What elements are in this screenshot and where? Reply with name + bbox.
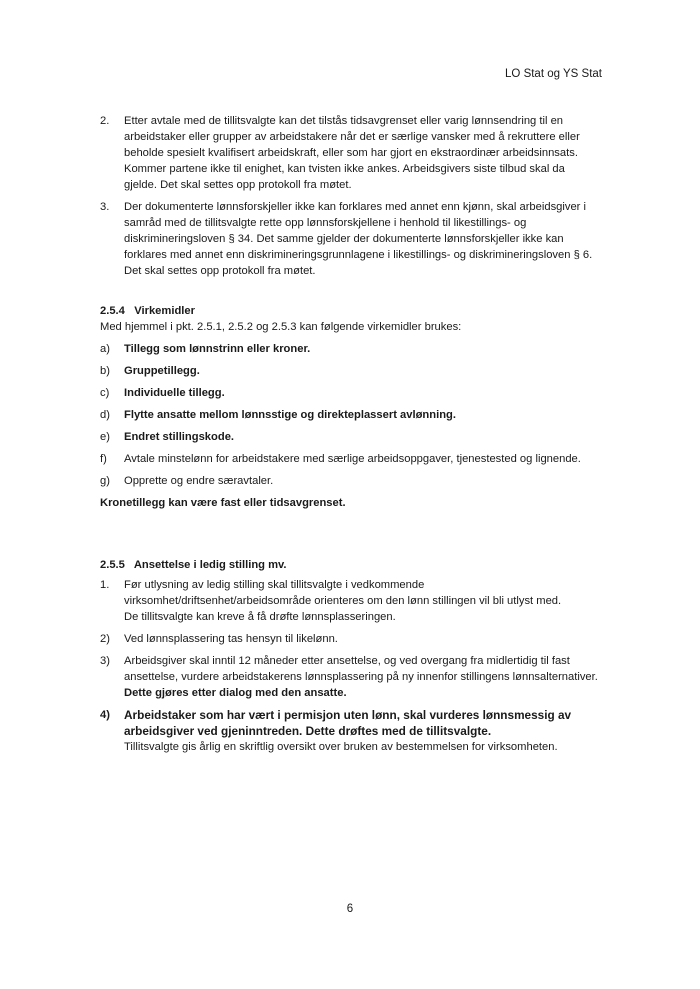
item-text: Der dokumenterte lønnsforskjeller ikke kan forklares med annet enn kjønn, skal arbeidsgiver i samråd med de tillitsvalgte rette opp lønnsforskjellene i henhold til likestillings- og diskrimineringsloven § 34. Det samme gjelder der dokumenterte lønnsforskjeller ikke kan forklares med annet enn diskrimineringsgrunnlagene i likestillings- og diskrimineringsloven § 6. Det skal settes opp protokoll fra møtet. xyxy=(124,201,593,277)
list-item xyxy=(100,451,590,467)
list-item xyxy=(100,199,600,279)
list-item xyxy=(100,653,600,701)
list-item xyxy=(100,429,590,445)
list-item xyxy=(100,707,600,755)
list-item xyxy=(100,341,590,357)
list-item xyxy=(100,385,590,401)
list-item xyxy=(100,577,600,625)
document-header: LO Stat og YS Stat xyxy=(505,68,602,80)
item-subtext: De tillitsvalgte kan kreve å få drøfte lønnsplasseringen. xyxy=(124,611,396,623)
intro-list xyxy=(100,113,600,285)
section-2-5-4 xyxy=(100,303,610,517)
item-number: 2) xyxy=(100,633,110,645)
item-text: Etter avtale med de tillitsvalgte kan det tilstås tidsavgrenset eller varig lønnsendring til en arbeidstaker eller grupper av arbeidstakere når det er særlige vansker med å rekruttere eller beholde spesielt kvalifisert arbeidskraft, eller som har gjort en ekstraordinær arbeidsinnsats. Kommer partene ikke til enighet, kan tvisten ikke ankes. Arbeidsgivers siste tilbud skal da gjelde. Det skal settes opp protokoll fra møtet. xyxy=(124,115,580,191)
section-intro: Med hjemmel i pkt. 2.5.1, 2.5.2 og 2.5.3 kan følgende virkemidler brukes: xyxy=(100,321,462,333)
item-letter: c) xyxy=(100,387,110,399)
item-text: Ved lønnsplassering tas hensyn til likelønn. xyxy=(124,633,338,645)
item-letter: b) xyxy=(100,365,110,377)
item-letter: a) xyxy=(100,343,110,355)
section-number: 2.5.5 xyxy=(100,559,125,571)
item-text-normal: Arbeidsgiver skal inntil 12 måneder etter ansettelse, og ved overgang fra midlertidig til fast ansettelse, vurdere arbeidstakerens lønnsplassering på ny innenfor stillingens lønnsalternativer. xyxy=(124,655,598,683)
section-number: 2.5.4 xyxy=(100,305,125,317)
item-subtext: Tillitsvalgte gis årlig en skriftlig oversikt over bruken av bestemmelsen for virksomheten. xyxy=(124,741,558,753)
section-title: Virkemidler xyxy=(134,305,195,317)
list-item xyxy=(100,113,600,193)
section-heading xyxy=(100,303,610,319)
page-number: 6 xyxy=(346,903,354,915)
item-letter: e) xyxy=(100,431,110,443)
item-number: 2. xyxy=(100,115,110,127)
item-letter: g) xyxy=(100,475,110,487)
item-text: Opprette og endre særavtaler. xyxy=(124,475,274,487)
item-text: Flytte ansatte mellom lønnsstige og direkteplassert avlønning. xyxy=(124,409,456,421)
section-note: Kronetillegg kan være fast eller tidsavgrenset. xyxy=(100,497,346,509)
item-number: 4) xyxy=(100,709,110,721)
list-item xyxy=(100,631,600,647)
item-text: Før utlysning av ledig stilling skal tillitsvalgte i vedkommende virksomhet/driftsenhet/arbeidsområde orienteres om den lønn stillingen vil bli utlyst med. xyxy=(124,579,562,607)
item-text: Avtale minstelønn for arbeidstakere med særlige arbeidsoppgaver, tjenestested og lignende. xyxy=(124,453,581,465)
item-text: Individuelle tillegg. xyxy=(124,387,225,399)
section-2-5-5 xyxy=(100,557,610,761)
item-letter: d) xyxy=(100,409,110,421)
list-item xyxy=(100,473,590,489)
item-text: Tillegg som lønnstrinn eller kroner. xyxy=(124,343,311,355)
section-title: Ansettelse i ledig stilling mv. xyxy=(133,559,287,571)
item-text: Endret stillingskode. xyxy=(124,431,235,443)
item-text-bold: Dette gjøres etter dialog med den ansatte. xyxy=(124,687,347,699)
item-text: Gruppetillegg. xyxy=(124,365,200,377)
list-item xyxy=(100,407,590,423)
list-item xyxy=(100,363,590,379)
section-heading xyxy=(100,557,610,573)
item-letter: f) xyxy=(100,453,107,465)
item-text: Arbeidstaker som har vært i permisjon uten lønn, skal vurderes lønnsmessig av arbeidsgiver ved gjeninntreden. Dette drøftes med de tillitsvalgte. xyxy=(124,708,572,738)
item-text xyxy=(124,653,600,701)
item-number: 3. xyxy=(100,201,110,213)
item-number: 1. xyxy=(100,579,110,591)
item-number: 3) xyxy=(100,655,110,667)
